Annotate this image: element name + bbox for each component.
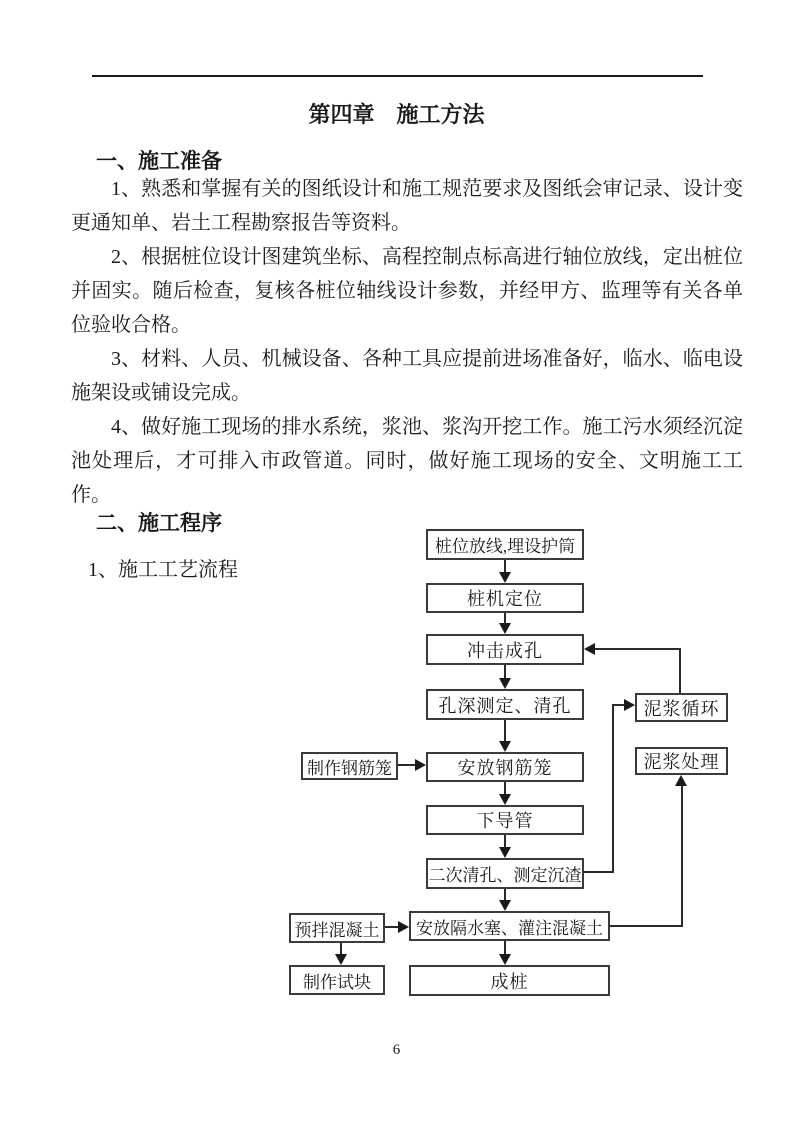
flow-connector-line: [504, 613, 506, 623]
section-heading-preparation: 一、施工准备: [96, 150, 222, 173]
flow-arrowhead-right: [398, 921, 409, 933]
flow-connector-line: [504, 720, 506, 741]
flow-arrowhead-up: [675, 775, 687, 786]
flow-arrowhead-down: [499, 572, 511, 583]
paragraph-1: 1、熟悉和掌握有关的图纸设计和施工规范要求及图纸会审记录、设计变更通知单、岩土工程勘察报告等资料。: [71, 178, 743, 234]
flow-box-slurry-treatment: 泥浆处理: [635, 747, 728, 775]
flow-connector-line: [612, 704, 624, 706]
flow-arrowhead-down: [499, 900, 511, 911]
flow-box-slurry-circulation: 泥浆循环: [635, 693, 728, 722]
header-rule: [92, 75, 703, 77]
subheading-process-flow: 1、施工工艺流程: [88, 559, 238, 581]
body-paragraphs: [71, 172, 743, 512]
flow-connector-line: [385, 926, 398, 928]
flow-step-pour-concrete: 安放隔水塞、灌注混凝土: [409, 911, 610, 941]
flow-connector-line: [583, 871, 614, 873]
flow-connector-line: [504, 889, 506, 900]
flow-arrowhead-down: [499, 847, 511, 858]
flow-connector-line: [504, 560, 506, 572]
paragraph-2: 2、根据桩位设计图建筑坐标、高程控制点标高进行轴位放线，定出桩位并固实。随后检查，复核各桩位轴线设计参数，并经甲方、监理等有关各单位验收合格。: [71, 246, 743, 336]
flow-box-make-test-block: 制作试块: [289, 965, 385, 995]
flow-arrowhead-right: [624, 699, 635, 711]
flow-arrowhead-down: [499, 678, 511, 689]
flow-connector-line: [504, 665, 506, 678]
flow-connector-line: [340, 943, 342, 954]
flow-box-premixed-concrete: 预拌混凝土: [289, 913, 385, 943]
flow-arrowhead-down: [499, 741, 511, 752]
flow-arrowhead-down: [335, 954, 347, 965]
flow-step-impact-drilling: 冲击成孔: [426, 634, 584, 665]
paragraph-3: 3、材料、人员、机械设备、各种工具应提前进场准备好，临水、临电设施架设或铺设完成。: [71, 348, 743, 404]
flow-arrowhead-right: [415, 759, 426, 771]
page-number: 6: [392, 1042, 401, 1058]
flow-connector-line: [504, 782, 506, 794]
flow-box-make-rebar-cage: 制作钢筋笼: [301, 752, 398, 780]
flow-connector-line: [612, 705, 614, 873]
flow-connector-line: [610, 925, 683, 927]
flow-arrowhead-down: [499, 794, 511, 805]
flow-step-second-clean: 二次清孔、测定沉渣: [426, 858, 584, 889]
flow-arrowhead-down: [499, 623, 511, 634]
flow-step-lower-conduit: 下导管: [426, 805, 584, 835]
flow-step-pile-positioning: 桩位放线,埋设护筒: [426, 529, 584, 560]
flow-arrowhead-left: [584, 643, 595, 655]
flow-connector-line: [679, 649, 681, 693]
flow-step-rig-positioning: 桩机定位: [426, 583, 584, 613]
flow-connector-line: [504, 941, 506, 954]
flow-connector-line: [504, 835, 506, 847]
flow-arrowhead-down: [499, 954, 511, 965]
flow-step-depth-check-clean: 孔深测定、清孔: [426, 689, 584, 720]
flow-connector-line: [595, 648, 681, 650]
flow-connector-line: [398, 764, 415, 766]
paragraph-4: 4、做好施工现场的排水系统，浆池、浆沟开挖工作。施工污水须经沉淀池处理后，才可排入市政管道。同时，做好施工现场的安全、文明施工工作。: [71, 416, 743, 506]
flow-step-place-rebar-cage: 安放钢筋笼: [426, 752, 584, 782]
flow-connector-line: [681, 786, 683, 927]
flow-step-pile-complete: 成桩: [409, 965, 610, 996]
chapter-title: 第四章 施工方法: [308, 102, 485, 127]
section-heading-procedure: 二、施工程序: [96, 512, 222, 535]
